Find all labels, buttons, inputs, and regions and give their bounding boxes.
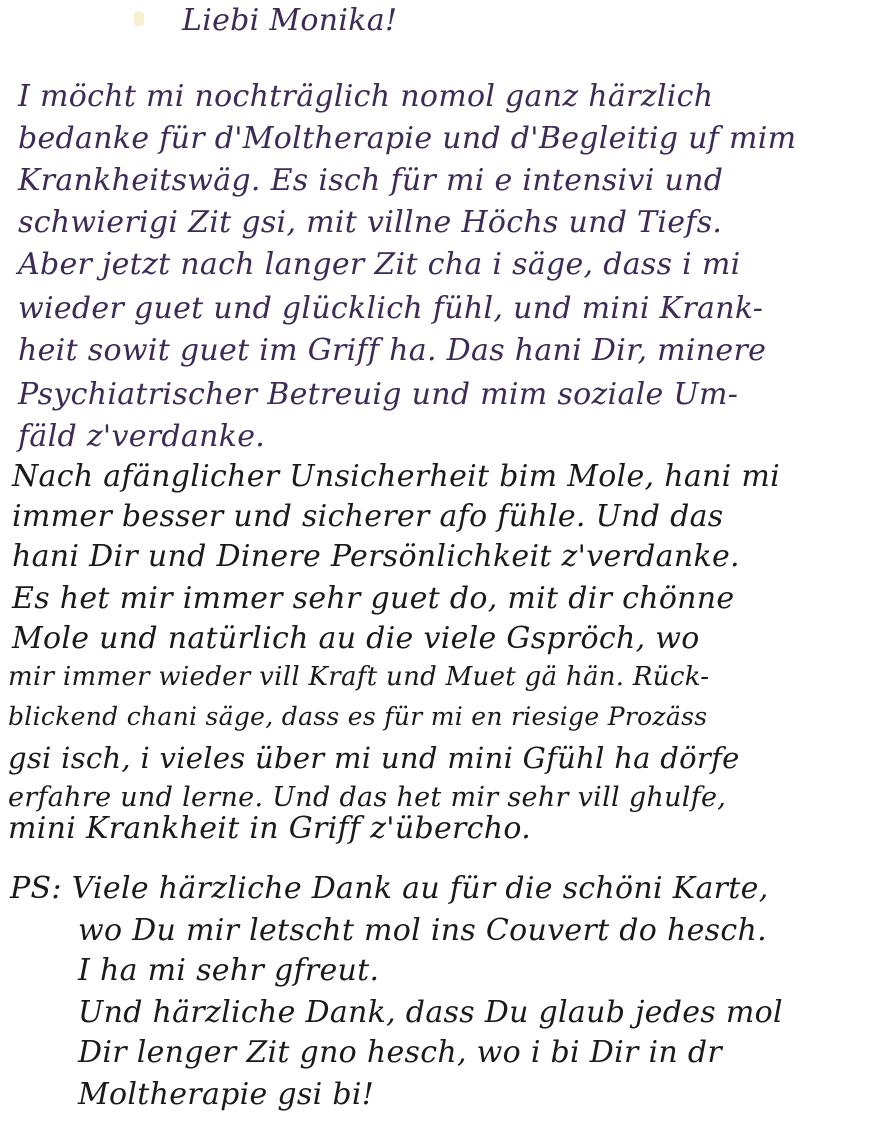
letter-line: heit sowit guet im Griff ha. Das hani Dir, minere	[18, 333, 767, 368]
letter-line: bedanke für d'Moltherapie und d'Begleitig uf mim	[18, 121, 797, 156]
letter-line: Aber jetzt nach langer Zit cha i säge, dass i mi	[18, 247, 741, 282]
letter-line: erfahre und lerne. Und das het mir sehr vill ghulfe,	[8, 782, 727, 813]
letter-line: immer besser und sicherer afo fühle. Und das	[12, 499, 724, 534]
letter-line: mir immer wieder vill Kraft und Muet gä hän. Rück-	[8, 662, 710, 692]
postscript-line: Dir lenger Zit gno hesch, wo i bi Dir in dr	[78, 1035, 723, 1070]
letter-line: fäld z'verdanke.	[18, 419, 266, 454]
letter-line: Krankheitswäg. Es isch für mi e intensivi und	[18, 163, 724, 198]
letter-line: blickend chani säge, dass es für mi en riesige Prozäss	[8, 702, 708, 731]
greeting: Liebi Monika!	[182, 3, 398, 38]
letter-line: mini Krankheit in Griff z'übercho.	[8, 811, 532, 846]
letter-line: Nach afänglicher Unsicherheit bim Mole, hani mi	[12, 459, 780, 494]
postscript-line: PS: Viele härzliche Dank au für die schöni Karte,	[10, 871, 769, 906]
letter-line: I möcht mi nochträglich nomol ganz härzlich	[18, 79, 714, 114]
postscript-line: I ha mi sehr gfreut.	[78, 953, 380, 988]
postscript-line: Moltherapie gsi bi!	[78, 1077, 375, 1112]
postscript-line: Und härzliche Dank, dass Du glaub jedes mol	[78, 995, 783, 1030]
paper-stain	[134, 12, 144, 26]
letter-line: wieder guet und glücklich fühl, und mini Krank-	[18, 291, 764, 326]
letter-line: gsi isch, i vieles über mi und mini Gfühl ha dörfe	[8, 741, 740, 775]
letter-line: Mole und natürlich au die viele Gspröch, wo	[12, 621, 700, 656]
letter-line: hani Dir und Dinere Persönlichkeit z'verdanke.	[12, 539, 740, 574]
letter-line: Es het mir immer sehr guet do, mit dir chönne	[12, 581, 735, 616]
letter-line: Psychiatrischer Betreuig und mim soziale Um-	[18, 377, 739, 412]
letter-line: schwierigi Zit gsi, mit villne Höchs und Tiefs.	[18, 205, 723, 240]
postscript-line: wo Du mir letscht mol ins Couvert do hesch.	[78, 913, 767, 948]
